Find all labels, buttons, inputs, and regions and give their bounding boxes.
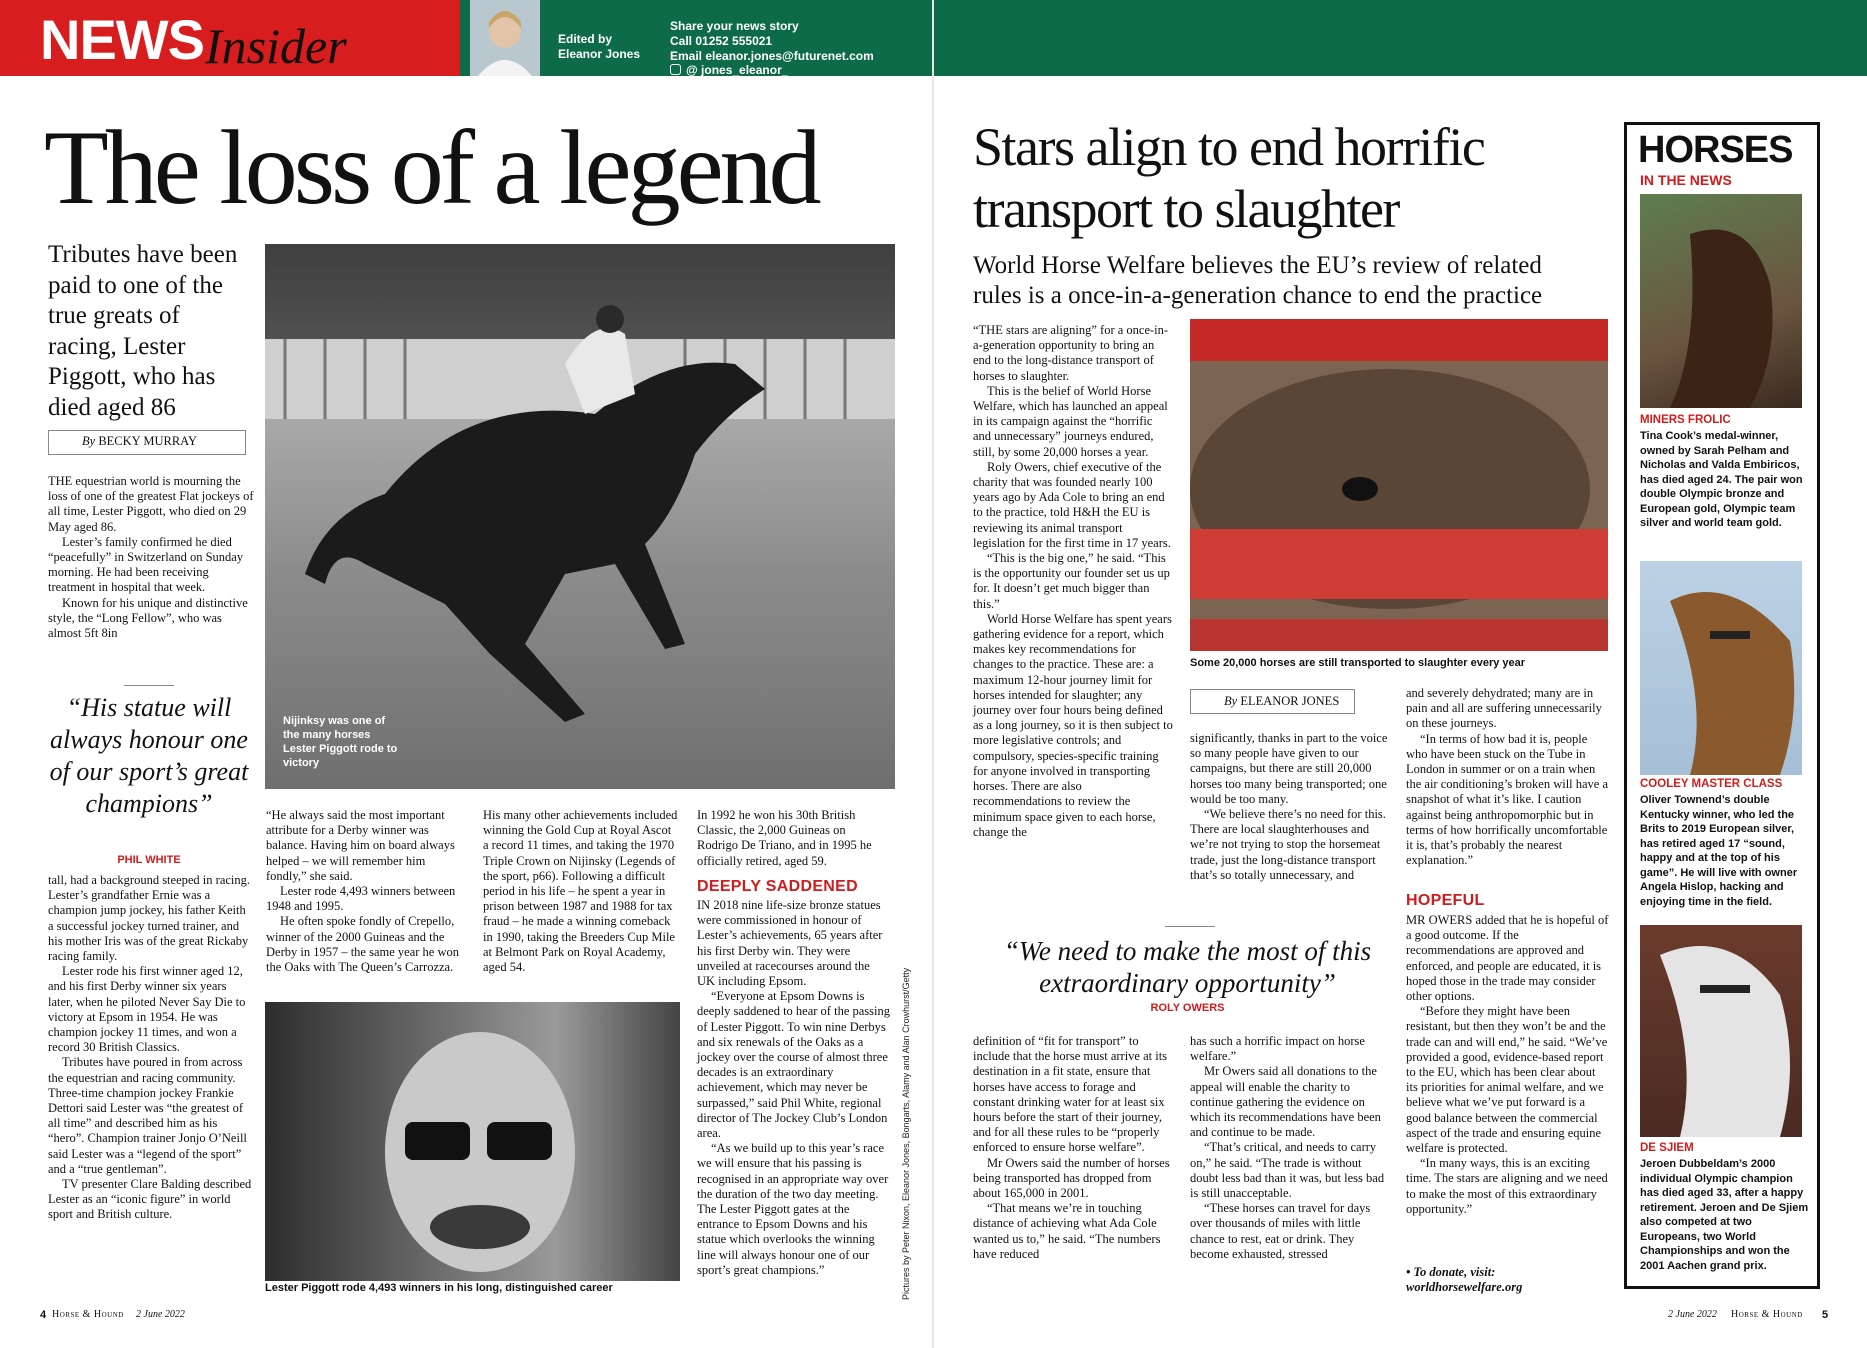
header-insider: Insider (205, 18, 347, 74)
instagram-handle[interactable]: @ jones_eleanor_ (686, 64, 789, 76)
photo-lester-piggott (265, 1002, 680, 1281)
share-story: Share your news story (670, 19, 799, 33)
right-footer-date: 2 June 2022 (1668, 1309, 1717, 1320)
article-paragraph: He often spoke fondly of Crepello, winner of the 2000 Guineas and the Derby in 1957 – the same year he won the Oaks with The Queen’s Carrozza. (266, 914, 459, 975)
right-footer-mag: Horse & Hound (1731, 1309, 1803, 1320)
right-col1-bottom (973, 1034, 1173, 1262)
right-photo-caption: Some 20,000 horses are still transported to slaughter every year (1190, 657, 1526, 669)
contact-phone: Call 01252 555021 (670, 34, 773, 48)
right-headline-line1: Stars align to end horrific (973, 117, 1485, 177)
article-paragraph: significantly, thanks in part to the voice so many people have given to our campaigns, but there are still 20,000 horses too many being transported; one would be too many. (1190, 731, 1388, 806)
article-paragraph: World Horse Welfare has spent years gathering evidence for a report, which makes key recommendations for changes to the practice. These are: a maximum 12-hour journey limit for horses intended for slaughter; any journey over four hours being defined as a long journey, so it is then subject to more legislative controls; and compulsory, species-specific training for anyone involved in transporting horses. There are also recommendations to review the minimum space given to each horse, change the (973, 611, 1173, 839)
byline-by: By (1224, 694, 1238, 708)
left-standfirst: Tributes have been paid to one of the true greats of racing, Lester Piggott, who has died aged 86 (48, 241, 238, 421)
quote-rule (124, 685, 174, 686)
right-col3-bottom (1406, 913, 1610, 1217)
article-paragraph: Mr Owers said the number of horses being transported has dropped from about 165,000 in 2001. (973, 1155, 1170, 1201)
article-paragraph: “He always said the most important attribute for a Derby winner was balance. Having him on board always helped – we will remember him fondly,” she said. (266, 808, 455, 883)
sidebar-subtitle: IN THE NEWS (1640, 172, 1732, 188)
left-subhead: DEEPLY SADDENED (697, 878, 858, 895)
page-gutter (932, 0, 934, 1348)
sidebar-item-text: Jeroen Dubbeldam’s 2000 individual Olympic champion has died aged 33, after a happy retirement. Jeroen and De Sjiem also competed at two Europeans, two World Championships and won the 2001 Aachen grand prix. (1640, 1158, 1809, 1272)
left-footer-date: 2 June 2022 (136, 1309, 185, 1320)
right-col1-top (973, 323, 1173, 840)
article-paragraph: This is the belief of World Horse Welfare, which has launched an appeal in its campaign against the “horrific and unnecessary” journeys endured, still, by some 20,000 horses a year. (973, 383, 1168, 459)
right-col2-bottom (1190, 1034, 1390, 1262)
left-col4-top (697, 808, 889, 869)
article-paragraph: MR OWERS added that he is hopeful of a good outcome. If the recommendations are approved and enforced, and people are educated, it is hoped those in the trade may consider other options. (1406, 913, 1609, 1004)
article-paragraph: “That’s critical, and needs to carry on,” he said. “The trade is without doubt less bad than it was, but less bad is still unacceptable. (1190, 1140, 1385, 1201)
article-paragraph: Lester’s family confirmed he died “peacefully” in Switzerland on Sunday morning. He had been receiving treatment in hospital that week. (48, 534, 244, 595)
sidebar-item-head: DE SJIEM (1640, 1142, 1694, 1154)
article-paragraph: THE equestrian world is mourning the loss of one of the greatest Flat jockeys of all time, Lester Piggott, who died on 29 May aged 86. (48, 474, 254, 534)
edited-by: Edited by (558, 32, 613, 46)
left-col2 (266, 808, 466, 975)
sidebar-item-head: MINERS FROLIC (1640, 414, 1731, 426)
sidebar-item-text: Tina Cook’s medal-winner, owned by Sarah Pelham and Nicholas and Valda Embiricos, has died aged 24. The pair won double Olympic bronze and European gold, Olympic team silver and world team gold. (1640, 430, 1803, 529)
byline-by: By (82, 434, 96, 448)
editor-name: Eleanor Jones (558, 47, 641, 61)
left-footer-mag: Horse & Hound (52, 1309, 124, 1320)
right-quote-rule (1165, 926, 1215, 927)
left-headline: The loss of a legend (44, 109, 818, 226)
editor-portrait-icon (470, 0, 540, 76)
article-paragraph: “Everyone at Epsom Downs is deeply saddened to hear of the passing of Lester Piggott. To win nine Derbys and six renewals of the Oaks as a jockey over the course of almost three decades is an extraordinary achievement, which may never be surpassed,” said Phil White, regional director of The Jockey Club’s London area. (697, 989, 890, 1141)
photo1-caption: Nijinksy was one of the many horses Lester Piggott rode to victory (283, 715, 398, 769)
sidebar-title: HORSES (1638, 129, 1793, 171)
photo2-caption: Lester Piggott rode 4,493 winners in his long, distinguished career (265, 1282, 613, 1294)
article-paragraph: “THE stars are aligning” for a once-in-a-generation opportunity to bring an end to the long-distance transport of horses to slaughter. (973, 323, 1169, 383)
left-col3 (483, 808, 679, 975)
article-paragraph: TV presenter Clare Balding described Lester as an “iconic figure” in world sport and British culture. (48, 1177, 252, 1222)
article-paragraph: “In many ways, this is an exciting time. The stars are aligning and we need to make the most of this extraordinary opportunity.” (1406, 1156, 1608, 1216)
article-paragraph: Lester rode his first winner aged 12, and his first Derby winner six years later, when he piloted Never Say Die to victory at Epsom in 1954. He was champion jockey 11 times, and won a record 30 British Classics. (48, 964, 246, 1055)
article-paragraph: has such a horrific impact on horse welfare.” (1190, 1034, 1365, 1064)
article-paragraph: Roly Owers, chief executive of the charity that was founded nearly 100 years ago by Ada Cole to bring an end to the practice, told H&H the EU is reviewing its animal transport legislation for the first time in 17 years. (973, 459, 1171, 550)
left-byline (82, 434, 197, 449)
sidebar-photo-miners-frolic (1640, 194, 1802, 408)
sidebar-photo-de-sjiem (1640, 925, 1802, 1137)
article-paragraph: Mr Owers said all donations to the appeal will enable the charity to continue gathering the evidence on which its recommendations have been and continue to be made. (1190, 1064, 1381, 1140)
article-paragraph: Known for his unique and distinctive style, the “Long Fellow”, who was almost 5ft 8in (48, 595, 248, 641)
right-headline-line2: transport to slaughter (973, 179, 1399, 239)
donate-link[interactable]: • To donate, visit: worldhorsewelfare.org (1406, 1265, 1523, 1294)
left-pull-quote-name: PHIL WHITE (117, 854, 181, 866)
left-col4-bottom (697, 898, 891, 1278)
left-page-number: 4 (40, 1309, 47, 1321)
contact-email[interactable]: Email eleanor.jones@futurenet.com (670, 49, 874, 63)
left-col1-top (48, 474, 254, 641)
sidebar-item-head: COOLEY MASTER CLASS (1640, 778, 1783, 790)
left-pull-quote: “His statue will always honour one of our sport’s great champions” (49, 693, 249, 818)
photo-horse-transport (1190, 319, 1608, 651)
right-col3-top (1406, 686, 1610, 868)
right-col2-top (1190, 731, 1390, 883)
article-paragraph: In 1992 he won his 30th British Classic, the 2,000 Guineas on Rodrigo De Triano, and in 1995 he officially retired, aged 59. (697, 808, 872, 868)
right-pull-quote: “We need to make the most of this extraordinary opportunity” (1003, 936, 1372, 998)
byline-name: BECKY MURRAY (98, 434, 198, 448)
portrait-icon (265, 1002, 680, 1281)
article-paragraph: His many other achievements included winning the Gold Cup at Royal Ascot a record 11 times, and taking the 1970 Triple Crown on Nijinsky (Legends of the sport, p66). Following a difficult period in his life – he spent a year in prison between 1987 and 1988 for tax fraud – he made a winning comeback in 1990, taking the Breeders Cup Mile at Belmont Park on Royal Academy, aged 54. (483, 808, 678, 975)
right-byline (1224, 694, 1339, 709)
right-subhead: HOPEFUL (1406, 892, 1485, 909)
article-paragraph: “That means we’re in touching distance of achieving what Ada Cole wanted us to,” he said. “The numbers have reduced (973, 1201, 1161, 1261)
photo-credit: Pictures by Peter Nixon, Eleanor Jones, Bongarts, Alamy and Alan Crowhurst/Getty (901, 967, 911, 1300)
article-paragraph: “As we build up to this year’s race we will ensure that his passing is recognised in an appropriate way over the duration of the two day meeting. The Lester Piggott gates at the entrance to Epsom Downs and his statue which overlooks the winning line will always honour one of our sport’s great champions.” (697, 1141, 889, 1277)
article-paragraph: tall, had a background steeped in racing. Lester’s grandfather Ernie was a champion jump jockey, his father Keith a successful jockey turned trainer, and his mother Iris was of the great Rickaby racing family. (48, 873, 251, 964)
article-paragraph: “We believe there’s no need for this. There are local slaughterhouses and we’re not trying to stop the horsemeat trade, just the long-distance transport that’s so totally unnecessary, and (1190, 807, 1386, 882)
sidebar-item-text: Oliver Townend’s double Kentucky winner, who led the Brits to 2019 European silver, has retired aged 17 “sound, happy and at the top of his game”. He will live with owner Angela Hislop, hacking and enjoying time in the field. (1640, 794, 1798, 908)
instagram-icon (670, 64, 681, 75)
byline-name: ELEANOR JONES (1240, 694, 1340, 708)
editor-photo (470, 0, 540, 76)
article-paragraph: IN 2018 nine life-size bronze statues were commissioned in honour of Lester’s achievements, 65 years after his first Derby win. They were unveiled at racecourses around the UK including Epsom. (697, 898, 883, 989)
photo-nijinsky (265, 244, 895, 789)
right-page-number: 5 (1822, 1309, 1829, 1321)
horse-silhouette-icon (265, 244, 895, 789)
horse-head-icon (1640, 925, 1802, 1137)
horse-head-icon (1640, 561, 1802, 775)
article-paragraph: Lester rode 4,493 winners between 1948 and 1995. (266, 884, 456, 914)
article-paragraph: “This is the big one,” he said. “This is the opportunity our founder set us up for. It doesn’t get much bigger than this.” (973, 551, 1170, 611)
sidebar-photo-cooley-master-class (1640, 561, 1802, 775)
article-paragraph: and severely dehydrated; many are in pain and all are suffering unnecessarily on these journeys. (1406, 686, 1602, 731)
header-news: NEWS (40, 8, 204, 71)
article-paragraph: “In terms of how bad it is, people who have been stuck on the Tube in London in summer or on a train when the air conditioning’s broken will have a snapshot of what it’s like. I caution against being anthropomorphic but in terms of how horrifically uncomfortable it is, that’s probably the nearest explanation.” (1406, 731, 1609, 868)
article-paragraph: Tributes have poured in from across the equestrian and racing community. Three-time champion jockey Frankie Dettori said Lester was “the greatest of all time” and described him as his “hero”. Champion trainer Jonjo O’Neill said Lester was a “legend of the sport” and a “true gentleman”. (48, 1055, 247, 1176)
article-paragraph: definition of “fit for transport” to include that the horse must arrive at its destination in a fit state, ensure that horses have access to forage and constant drinking water for at least six hours before the start of their journey, and for all these rules to be “properly enforced to ensure horse welfare”. (973, 1034, 1168, 1155)
horse-head-icon (1640, 194, 1802, 408)
article-paragraph: “These horses can travel for days over thousands of miles with little chance to rest, eat or drink. They become exhausted, stressed (1190, 1201, 1371, 1261)
horse-eye-icon (1190, 319, 1608, 651)
article-paragraph: “Before they might have been resistant, but then they won’t be and the trade can and will end,” he said. “We’ve provided a good, evidence-based report to the EU, which has been clear about its priorities for animal welfare, and we believe what we’ve put forward is a good balance between the commercial aspect of the trade and ensuring equine welfare is protected. (1406, 1004, 1608, 1156)
right-standfirst: World Horse Welfare believes the EU’s review of related rules is a once-in-a-generation chance to end the practice (973, 252, 1543, 309)
right-pull-quote-name: ROLY OWERS (1150, 1002, 1225, 1014)
left-col1-bottom (48, 873, 254, 1223)
